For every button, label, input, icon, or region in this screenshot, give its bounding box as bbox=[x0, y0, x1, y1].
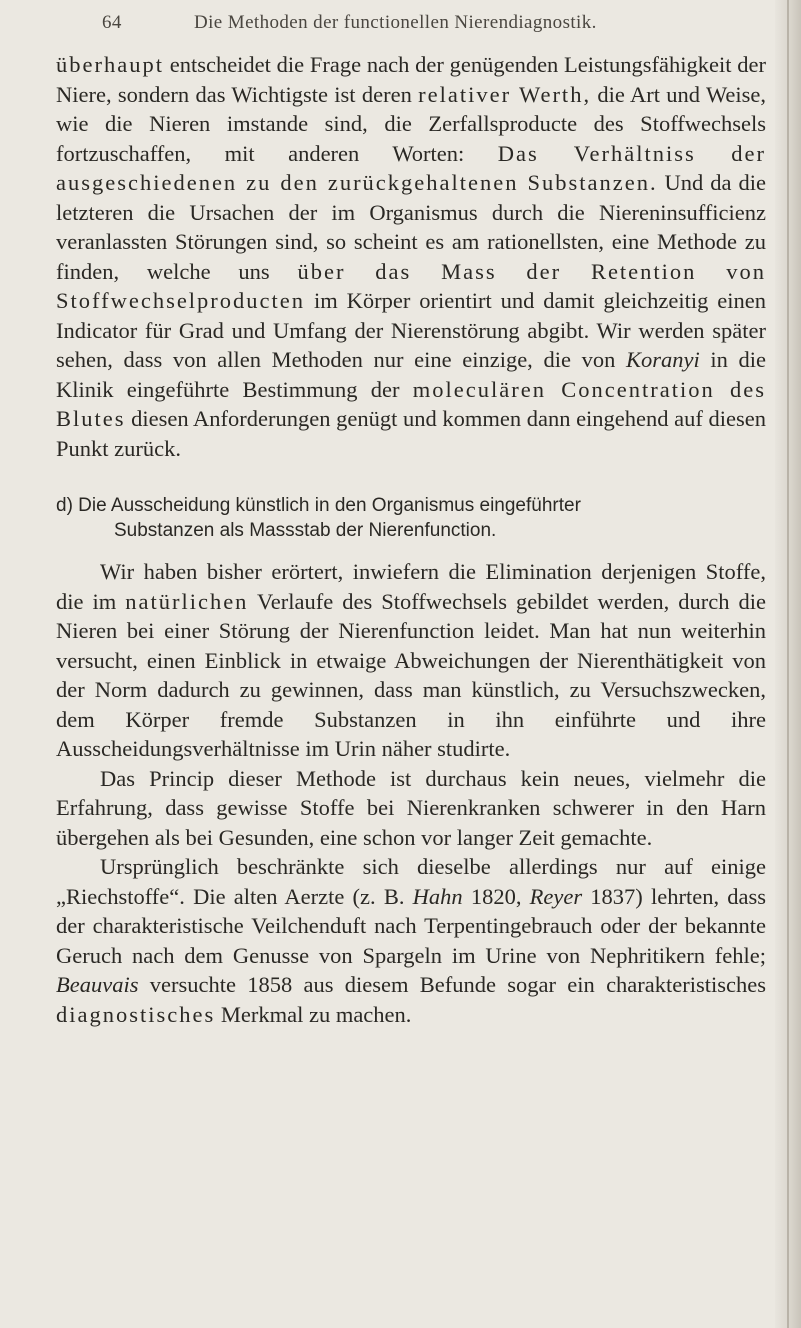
page-number: 64 bbox=[102, 12, 122, 33]
text-run: Und da die letzteren die Ursachen der im Organismus durch die Niereninsufficienz veranlassten Störungen sind, so scheint es am rationellsten, eine Methode zu finden, welche uns bbox=[56, 170, 766, 284]
text-run: in die Klinik eingeführte Bestimmung der bbox=[56, 347, 766, 402]
author-name: Reyer bbox=[529, 883, 583, 909]
running-title: Die Methoden der functionellen Nierendiagnostik. bbox=[194, 12, 597, 33]
paragraph-principle bbox=[56, 764, 766, 853]
spaced-text: diagnostisches bbox=[56, 1001, 216, 1027]
text-run: 1820, bbox=[462, 883, 530, 909]
paragraph-history bbox=[56, 852, 766, 1029]
spaced-text: überhaupt bbox=[56, 52, 164, 77]
text-run: Merkmal zu machen. bbox=[215, 1001, 412, 1027]
spaced-text: über das Mass der Retention von Stoffwechselproducten bbox=[56, 258, 766, 313]
text-run: 1837) lehrten, dass der charakteristische Veilchenduft nach Terpentingebrauch oder der bekannte Geruch nach dem Genusse von Spargeln im Urine von Nephritikern fehle; bbox=[56, 883, 767, 968]
text-run: Wir haben bisher erörtert, inwiefern die Elimination derjenigen Stoffe, die im bbox=[56, 559, 766, 614]
text-run: entscheidet die Frage nach der genügenden Leistungsfähigkeit der Niere, sondern das Wichtigste ist deren bbox=[56, 52, 766, 107]
text-run: Ursprünglich beschränkte sich dieselbe allerdings nur auf einige „Riechstoffe“. Die alten Aerzte (z. B. bbox=[56, 854, 766, 909]
section-heading-line-1: d) Die Ausscheidung künstlich in den Organismus eingeführter bbox=[56, 495, 581, 516]
page-body bbox=[56, 50, 766, 1029]
spaced-text: moleculären Concentration des Blutes bbox=[56, 376, 766, 431]
author-name: Hahn bbox=[412, 883, 463, 909]
page-edge-line bbox=[787, 0, 789, 1328]
section-heading-line-2: Substanzen als Massstab der Nierenfunction. bbox=[114, 520, 497, 541]
spaced-text: natürlichen bbox=[125, 588, 249, 614]
text-run: Das Princip dieser Methode ist durchaus kein neues, vielmehr die Erfahrung, dass gewisse Stoffe bei Nierenkranken schwerer in den Harn übergehen als bei Gesunden, eine schon vor langer Zeit gemachte. bbox=[56, 765, 766, 850]
text-run: die Art und Weise, wie die Nieren imstande sind, die Zerfallsproducte des Stoffwechsels fortzuschaffen, mit anderen Worten: bbox=[56, 81, 766, 166]
text-run: im Körper orientirt und damit gleichzeitig einen Indicator für Grad und Umfang der Nierenstörung abgibt. Wir werden später sehen, dass von allen Methoden nur eine einzige, die von bbox=[56, 288, 766, 372]
spaced-text: Das Verhältniss der ausgeschiedenen zu den zurückgehaltenen Substanzen. bbox=[56, 140, 766, 195]
text-run: Verlaufe des Stoffwechsels gebildet werden, durch die Nieren bei einer Störung der Nierenfunction leidet. Man hat nun weiterhin versucht, einen Einblick in etwaige Abweichungen der Nierenthätigkeit von der Norm dadurch zu gewinnen, dass man künstlich, zu Versuchszwecken, dem Körper fremde Substanzen in ihn einführte und ihre Ausscheidungsverhältnisse im Urin näher studirte. bbox=[56, 588, 766, 761]
text-run: diesen Anforderungen genügt und kommen dann eingehend auf diesen Punkt zurück. bbox=[56, 406, 766, 461]
running-header bbox=[102, 12, 761, 42]
section-heading bbox=[56, 493, 766, 543]
spaced-text: relativer Werth, bbox=[418, 81, 592, 107]
paragraph-elimination bbox=[56, 557, 766, 764]
paragraph-intro bbox=[56, 50, 766, 463]
text-run: versuchte 1858 aus diesem Befunde sogar ein charakteristisches bbox=[138, 972, 766, 997]
author-name: Koranyi bbox=[625, 347, 700, 372]
author-name: Beauvais bbox=[56, 972, 139, 997]
